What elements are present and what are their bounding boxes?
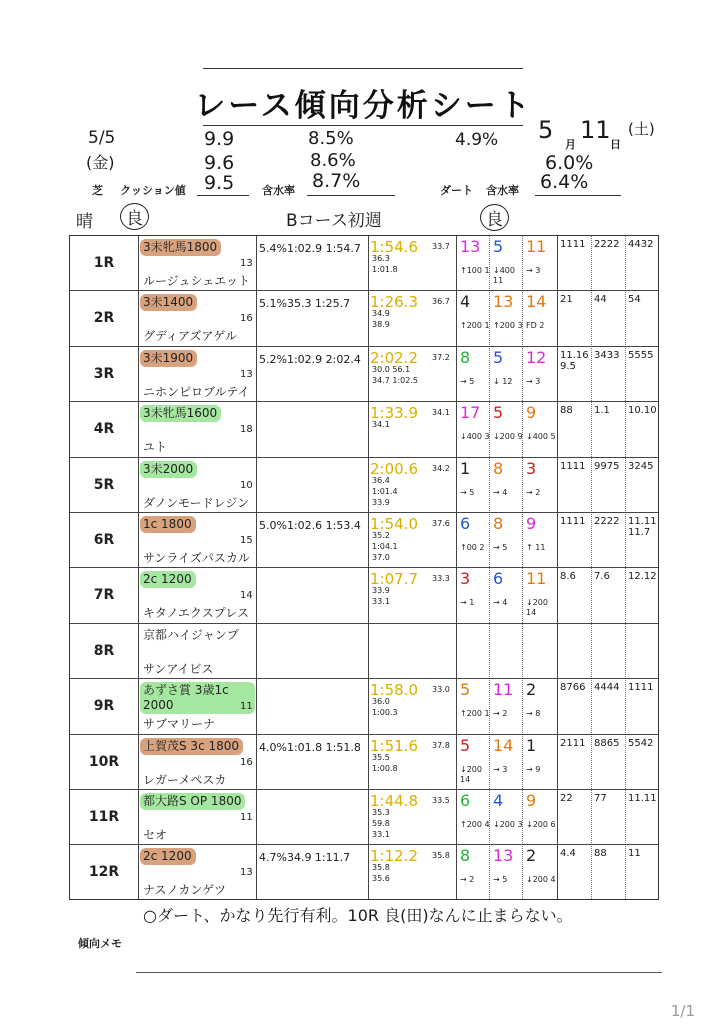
corner-rank: 2111: [560, 737, 586, 749]
corner-rank: 7.6: [594, 571, 610, 583]
position-note: → 5: [493, 875, 508, 885]
lap-time: 37.0: [372, 553, 390, 562]
position-note: ↑ 11: [526, 543, 546, 552]
turf-condition-handwritten: 良: [120, 203, 149, 230]
placed-horse-number: 4: [460, 292, 471, 312]
race-index: 15: [240, 535, 253, 546]
race-row: [70, 624, 658, 679]
race-condition: 上賀茂S 3c 1800: [140, 738, 243, 755]
lap-time: 33.5: [432, 796, 450, 805]
position-note: ↑00 2: [460, 543, 485, 552]
winning-time: 1:44.8: [370, 792, 418, 810]
position-note: → 4: [493, 487, 508, 497]
race-condition: 都大路S OP 1800: [140, 793, 245, 810]
lap-time: 59.8: [372, 819, 390, 828]
race-number: 6R: [93, 532, 115, 548]
placed-horse-number: 6: [493, 569, 504, 589]
lap-time: 35.8: [372, 863, 390, 873]
corner-rank: 21: [560, 294, 573, 306]
placed-horse-number: 14: [526, 292, 547, 312]
race-row: [70, 458, 658, 513]
placed-horse-number: 11: [526, 237, 547, 256]
horse-name: キタノエクスプレス: [143, 606, 249, 621]
placed-horse-number: 3: [460, 569, 471, 589]
winning-time: 1:12.2: [370, 847, 418, 866]
race-number: 11R: [88, 809, 120, 825]
placed-horse-number: 2: [526, 846, 537, 866]
position-note: ↓200 14: [526, 598, 548, 618]
lap-time: 1:01.4: [372, 486, 398, 496]
position-note: ↓ 12: [493, 376, 513, 386]
horse-name: サンライズパスカル: [143, 551, 250, 565]
sheet-title: レース傾向分析シート: [194, 88, 533, 124]
month-label: 月: [565, 138, 576, 151]
race-index: 18: [240, 424, 253, 436]
winning-time: 1:07.7: [370, 570, 418, 589]
dirt-moisture-1: 6.0%: [545, 152, 594, 174]
date-handwritten: 5/5: [88, 128, 116, 148]
bias-time: 5.4%1:02.9 1:54.7: [259, 242, 361, 255]
horse-name: レガーメペスカ: [143, 772, 227, 787]
race-index: 11: [240, 812, 253, 823]
placed-horse-number: 6: [460, 791, 471, 810]
placed-horse-number: 5: [460, 680, 471, 700]
lap-time: 34.1: [432, 408, 450, 418]
position-note: ↑100 1: [460, 266, 490, 275]
placed-horse-number: 8: [460, 347, 471, 367]
race-index: 13: [240, 867, 253, 879]
placed-horse-number: 8: [493, 514, 504, 533]
lap-time: 33.1: [372, 830, 390, 839]
corner-rank: 44: [594, 294, 607, 306]
cushion-underline: [197, 195, 249, 196]
race-number: 10R: [88, 753, 120, 770]
horse-name: ニホンピロブルテイ: [143, 384, 250, 399]
position-note: ↓200 4: [526, 875, 556, 885]
position-note: ↓400 5: [526, 432, 556, 442]
month-number: 5: [538, 116, 554, 144]
corner-rank: 88: [594, 848, 607, 860]
lap-time: 1:01.8: [372, 265, 398, 274]
turf-moisture-label: 含水率: [262, 184, 295, 197]
lap-time: 36.3: [372, 254, 390, 263]
cushion-label: クッション値: [120, 184, 186, 197]
turf-moisture-underline: [307, 195, 395, 196]
bias-time: 4.7%34.9 1:11.7: [259, 851, 351, 865]
position-note: → 1: [460, 598, 475, 608]
lap-time: 37.6: [432, 519, 450, 528]
lap-time: 36.4: [372, 475, 390, 485]
bias-time: 5.2%1:02.9 2:02.4: [259, 352, 361, 366]
placed-horse-number: 8: [460, 846, 471, 866]
race-index: 10: [240, 479, 253, 491]
placed-horse-number: 6: [460, 514, 471, 533]
corner-rank: 88: [560, 405, 573, 417]
lap-time: 34.9: [372, 309, 390, 319]
title-bottom-rule: [203, 125, 523, 126]
position-note: ↑200 4: [460, 820, 490, 829]
corner-rank: 1111: [628, 682, 654, 694]
horse-name: グディアズアゲル: [143, 329, 237, 344]
race-condition: 2c 1200: [140, 848, 196, 865]
placed-horse-number: 17: [460, 403, 481, 423]
winning-time: 1:26.3: [370, 293, 418, 312]
race-condition: 3未牝馬1800: [140, 239, 221, 256]
dow-handwritten: (金): [86, 153, 115, 172]
horse-name: ナスノカンゲツ: [143, 883, 227, 898]
corner-rank: 4.4: [560, 848, 576, 860]
position-note: ↓400 11: [493, 266, 515, 285]
position-note: ↓200 6: [526, 820, 556, 829]
position-note: → 5: [460, 487, 475, 497]
dirt-moisture-label: 含水率: [486, 184, 519, 197]
position-note: FD 2: [526, 321, 545, 331]
winning-time: 1:58.0: [370, 681, 418, 700]
corner-rank: 1.1: [594, 405, 610, 417]
lap-time: 33.3: [432, 574, 450, 584]
lap-time: 33.9: [372, 586, 390, 596]
race-number: 8R: [93, 642, 115, 659]
corner-rank: 22: [560, 793, 573, 804]
corner-rank: 4444: [594, 682, 620, 694]
horse-name: ルージュシェエット: [143, 274, 251, 288]
bias-time: 5.1%35.3 1:25.7: [259, 297, 351, 311]
position-note: ↓200 3: [493, 820, 523, 829]
corner-rank: 11: [628, 848, 641, 860]
position-note: → 9: [526, 764, 541, 774]
corner-rank: 8865: [594, 737, 620, 749]
cushion-value-3: 9.5: [204, 172, 235, 194]
lap-time: 1:00.8: [372, 763, 398, 773]
placed-horse-number: 3: [526, 458, 537, 478]
winning-time: 1:54.6: [370, 238, 418, 256]
lap-time: 36.0: [372, 697, 390, 707]
bias-time: 5.0%1:02.6 1:53.4: [259, 519, 361, 532]
horse-name: サンアイビス: [143, 661, 214, 676]
corner-rank: 2222: [594, 516, 620, 527]
race-number: 5R: [93, 476, 115, 493]
page-number: 1/1: [670, 1002, 695, 1020]
race-condition: 3未1400: [140, 294, 197, 311]
race-row: [70, 513, 658, 568]
race-index: 16: [240, 313, 253, 325]
race-row: [70, 291, 658, 346]
placed-horse-number: 5: [493, 237, 504, 256]
position-note: ↓200 14: [460, 764, 482, 784]
lap-time: 34.7 1:02.5: [372, 375, 418, 385]
turf-moisture-1: 8.5%: [308, 128, 354, 149]
placed-horse-number: 5: [460, 735, 471, 755]
lap-time: 34.2: [432, 463, 450, 473]
day-number: 11: [580, 116, 611, 144]
corner-rank: 5555: [628, 349, 654, 361]
race-condition: 3未1900: [140, 350, 197, 367]
race-row: [70, 845, 658, 900]
lap-time: 38.9: [372, 320, 390, 330]
corner-rank: 8.6: [560, 571, 576, 583]
dirt-moisture-underline: [535, 195, 621, 196]
dirt-moisture-2: 6.4%: [540, 171, 589, 193]
corner-rank: 11.11: [628, 793, 657, 804]
race-number: 2R: [93, 310, 115, 327]
race-condition: 1c 1800: [140, 516, 196, 533]
position-note: ↓400 3: [460, 432, 490, 442]
race-row: [70, 679, 658, 734]
lap-time: 33.7: [432, 242, 450, 251]
corner-rank: 12.12: [628, 571, 657, 583]
placed-horse-number: 5: [493, 403, 504, 423]
position-note: → 3: [493, 764, 508, 774]
turf-moisture-3: 8.7%: [312, 170, 361, 192]
placed-horse-number: 11: [526, 569, 547, 589]
lap-time: 36.7: [432, 297, 450, 307]
race-number: 7R: [93, 587, 115, 604]
horse-name: ユト: [143, 440, 168, 455]
lap-time: 35.2: [372, 531, 390, 540]
winning-time: 1:33.9: [370, 404, 418, 423]
day-label: 日: [610, 138, 621, 151]
race-index: 11: [240, 701, 253, 713]
placed-horse-number: 13: [493, 846, 514, 866]
position-note: → 2: [493, 709, 508, 719]
placed-horse-number: 13: [493, 292, 514, 312]
horse-name: サブマリーナ: [143, 717, 216, 732]
race-number: 9R: [93, 698, 115, 715]
race-condition: 3未牝馬1600: [140, 405, 221, 422]
horse-name: ダノンモードレジン: [143, 495, 250, 510]
placed-horse-number: 8: [493, 458, 504, 478]
lap-time: 37.8: [432, 740, 450, 750]
placed-horse-number: 9: [526, 403, 537, 423]
placed-horse-number: 13: [460, 237, 481, 256]
position-note: → 8: [526, 709, 541, 719]
race-index: 16: [240, 756, 253, 768]
position-note: → 5: [493, 543, 508, 552]
weather-handwritten: 晴: [76, 212, 93, 232]
race-condition: あずさ賞 3歳1c 2000: [140, 682, 255, 714]
corner-rank: 3245: [628, 460, 654, 472]
position-note: ↑200 1: [460, 321, 490, 331]
placed-horse-number: 11: [493, 680, 514, 700]
corner-rank: 10.10: [628, 405, 657, 417]
race-number: 4R: [93, 421, 115, 438]
memo-handwritten: ○ダート、かなり先行有利。10R 良(田)なんに止まらない。: [143, 906, 573, 925]
position-note: ↑200 1: [460, 709, 490, 719]
placed-horse-number: 5: [493, 347, 504, 367]
placed-horse-number: 1: [526, 735, 537, 755]
corner-rank: 3433: [594, 349, 620, 361]
winning-time: 2:02.2: [370, 348, 418, 367]
lap-time: 35.5: [372, 752, 390, 762]
lap-time: 33.1: [372, 597, 390, 607]
corner-rank: 11.16 9.5: [560, 349, 589, 372]
corner-rank: 11.11 11.7: [628, 516, 657, 538]
course-note-handwritten: Bコース初週: [286, 211, 382, 231]
corner-rank: 1111: [560, 239, 586, 250]
lap-time: 35.6: [372, 874, 390, 884]
race-row: [70, 735, 658, 790]
memo-label: 傾向メモ: [78, 937, 122, 950]
corner-rank: 4432: [628, 239, 654, 250]
lap-time: 35.8: [432, 851, 450, 861]
placed-horse-number: 2: [526, 680, 537, 700]
lap-time: 33.0: [432, 685, 450, 695]
position-note: → 4: [493, 598, 508, 608]
race-number: 3R: [93, 365, 115, 382]
race-row: [70, 402, 658, 457]
position-note: → 3: [526, 266, 541, 275]
lap-time: 1:00.3: [372, 708, 398, 718]
position-note: → 2: [526, 487, 541, 497]
race-table: [69, 235, 659, 900]
race-index: 13: [240, 258, 253, 269]
position-note: ↓200 9: [493, 432, 523, 442]
lap-time: 33.9: [372, 497, 390, 507]
bias-time: 4.0%1:01.8 1:51.8: [259, 740, 361, 754]
winning-time: 2:00.6: [370, 459, 418, 478]
corner-rank: 1111: [560, 516, 586, 527]
position-note: → 5: [460, 376, 475, 386]
dirt-condition-handwritten: 良: [480, 204, 509, 231]
corner-rank: 77: [594, 793, 607, 804]
placed-horse-number: 4: [493, 791, 504, 810]
day-of-week-handwritten: (土): [628, 120, 655, 138]
race-number: 12R: [88, 864, 120, 881]
lap-time: 30.0 56.1: [372, 364, 411, 374]
cushion-value-1: 9.9: [204, 128, 235, 150]
dirt-label: ダート: [440, 184, 473, 197]
lap-time: 34.1: [372, 420, 390, 430]
race-index: 13: [240, 368, 253, 380]
corner-rank: 8766: [560, 682, 586, 694]
turf-moisture-2: 8.6%: [310, 150, 356, 171]
corner-rank: 5542: [628, 737, 654, 749]
memo-rule: [136, 972, 662, 973]
turf-label: 芝: [92, 184, 103, 197]
corner-rank: 1111: [560, 460, 586, 472]
race-number: 1R: [93, 255, 115, 271]
race-row: [70, 568, 658, 623]
corner-rank: 9975: [594, 460, 620, 472]
lap-time: 35.3: [372, 808, 390, 817]
race-row: [70, 347, 658, 402]
winning-time: 1:51.6: [370, 736, 418, 755]
title-top-rule: [203, 68, 523, 69]
corner-rank: 2222: [594, 239, 620, 250]
race-row: [70, 790, 658, 845]
winning-time: 1:54.0: [370, 515, 418, 533]
position-note: ↑200 3: [493, 321, 523, 331]
placed-horse-number: 9: [526, 791, 537, 810]
race-row: [70, 236, 658, 291]
position-note: → 3: [526, 376, 541, 386]
placed-horse-number: 14: [493, 735, 514, 755]
placed-horse-number: 1: [460, 458, 471, 478]
lap-time: 1:04.1: [372, 542, 398, 551]
horse-name: セオ: [143, 828, 168, 842]
race-condition: 京都ハイジャンプ: [143, 627, 239, 642]
lap-time: 37.2: [432, 352, 450, 362]
cushion-value-2: 9.6: [204, 152, 235, 174]
race-condition: 2c 1200: [140, 571, 196, 588]
race-index: 14: [240, 590, 253, 602]
corner-rank: 54: [628, 294, 641, 306]
placed-horse-number: 12: [526, 347, 547, 367]
dirt-moisture-top: 4.9%: [455, 130, 499, 150]
race-condition: 3未2000: [140, 461, 197, 478]
placed-horse-number: 9: [526, 514, 537, 533]
position-note: → 2: [460, 875, 475, 885]
